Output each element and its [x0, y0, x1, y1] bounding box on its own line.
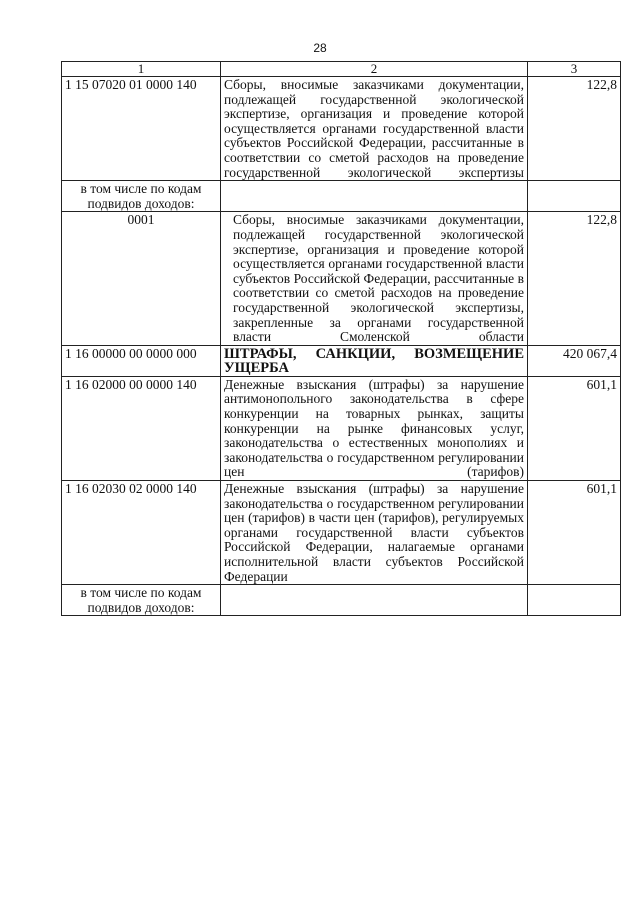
table-row: [62, 585, 621, 616]
row-description: [221, 181, 528, 212]
row-code: 0001: [62, 212, 221, 345]
header-cell-3: 3: [528, 62, 621, 77]
table-row: [62, 212, 621, 345]
row-amount: 601,1: [528, 376, 621, 480]
row-description: Денежные взыскания (штрафы) за нарушение антимонопольного законодательства в сфере конкуренции на товарных рынках, защиты конкуренции на рынке финансовых услуг, законодательства о естественных монополиях и законодательства о государственном регулировании цен (тарифов): [221, 376, 528, 480]
row-description: Сборы, вносимые заказчиками документации, подлежащей государственной экологической экспертизе, организация и проведение которой осуществляется органами государственной власти субъектов Российской Федерации, рассчитанные в соответствии со сметой расходов на проведение государственной экологической экспертизы: [221, 77, 528, 181]
row-description: Денежные взыскания (штрафы) за нарушение законодательства о государственном регулировании цен (тарифов) в части цен (тарифов), регулируемых органами государственной власти субъектов Российской Федерации, налагаемые органами исполнительной власти субъектов Российской Федерации: [221, 481, 528, 585]
table-row: [62, 77, 621, 181]
row-code: в том числе по кодам подвидов доходов:: [62, 181, 221, 212]
row-amount: [528, 181, 621, 212]
row-description: [221, 585, 528, 616]
table-row: [62, 181, 621, 212]
row-description: Сборы, вносимые заказчиками документации, подлежащей государственной экологической экспертизе, организация и проведение которой осуществляется органами государственной власти субъектов Российской Федерации, рассчитанные в соответствии со сметой расходов на проведение государственной экологической экспертизы, закрепленные за органами государственной власти Смоленской области: [221, 212, 528, 345]
row-code: в том числе по кодам подвидов доходов:: [62, 585, 221, 616]
header-cell-1: 1: [62, 62, 221, 77]
row-amount: 122,8: [528, 77, 621, 181]
row-code: 1 16 02000 00 0000 140: [62, 376, 221, 480]
table-row: [62, 345, 621, 376]
table-header-row: [62, 62, 621, 77]
table-row: [62, 376, 621, 480]
row-amount: 420 067,4: [528, 345, 621, 376]
row-amount: 122,8: [528, 212, 621, 345]
revenue-table: [61, 61, 621, 616]
table-row: [62, 481, 621, 585]
row-code: 1 15 07020 01 0000 140: [62, 77, 221, 181]
header-cell-2: 2: [221, 62, 528, 77]
row-code: 1 16 02030 02 0000 140: [62, 481, 221, 585]
row-amount: 601,1: [528, 481, 621, 585]
row-amount: [528, 585, 621, 616]
page-number: 28: [313, 41, 327, 55]
row-description: ШТРАФЫ, САНКЦИИ, ВОЗМЕЩЕНИЕ УЩЕРБА: [221, 345, 528, 376]
row-code: 1 16 00000 00 0000 000: [62, 345, 221, 376]
